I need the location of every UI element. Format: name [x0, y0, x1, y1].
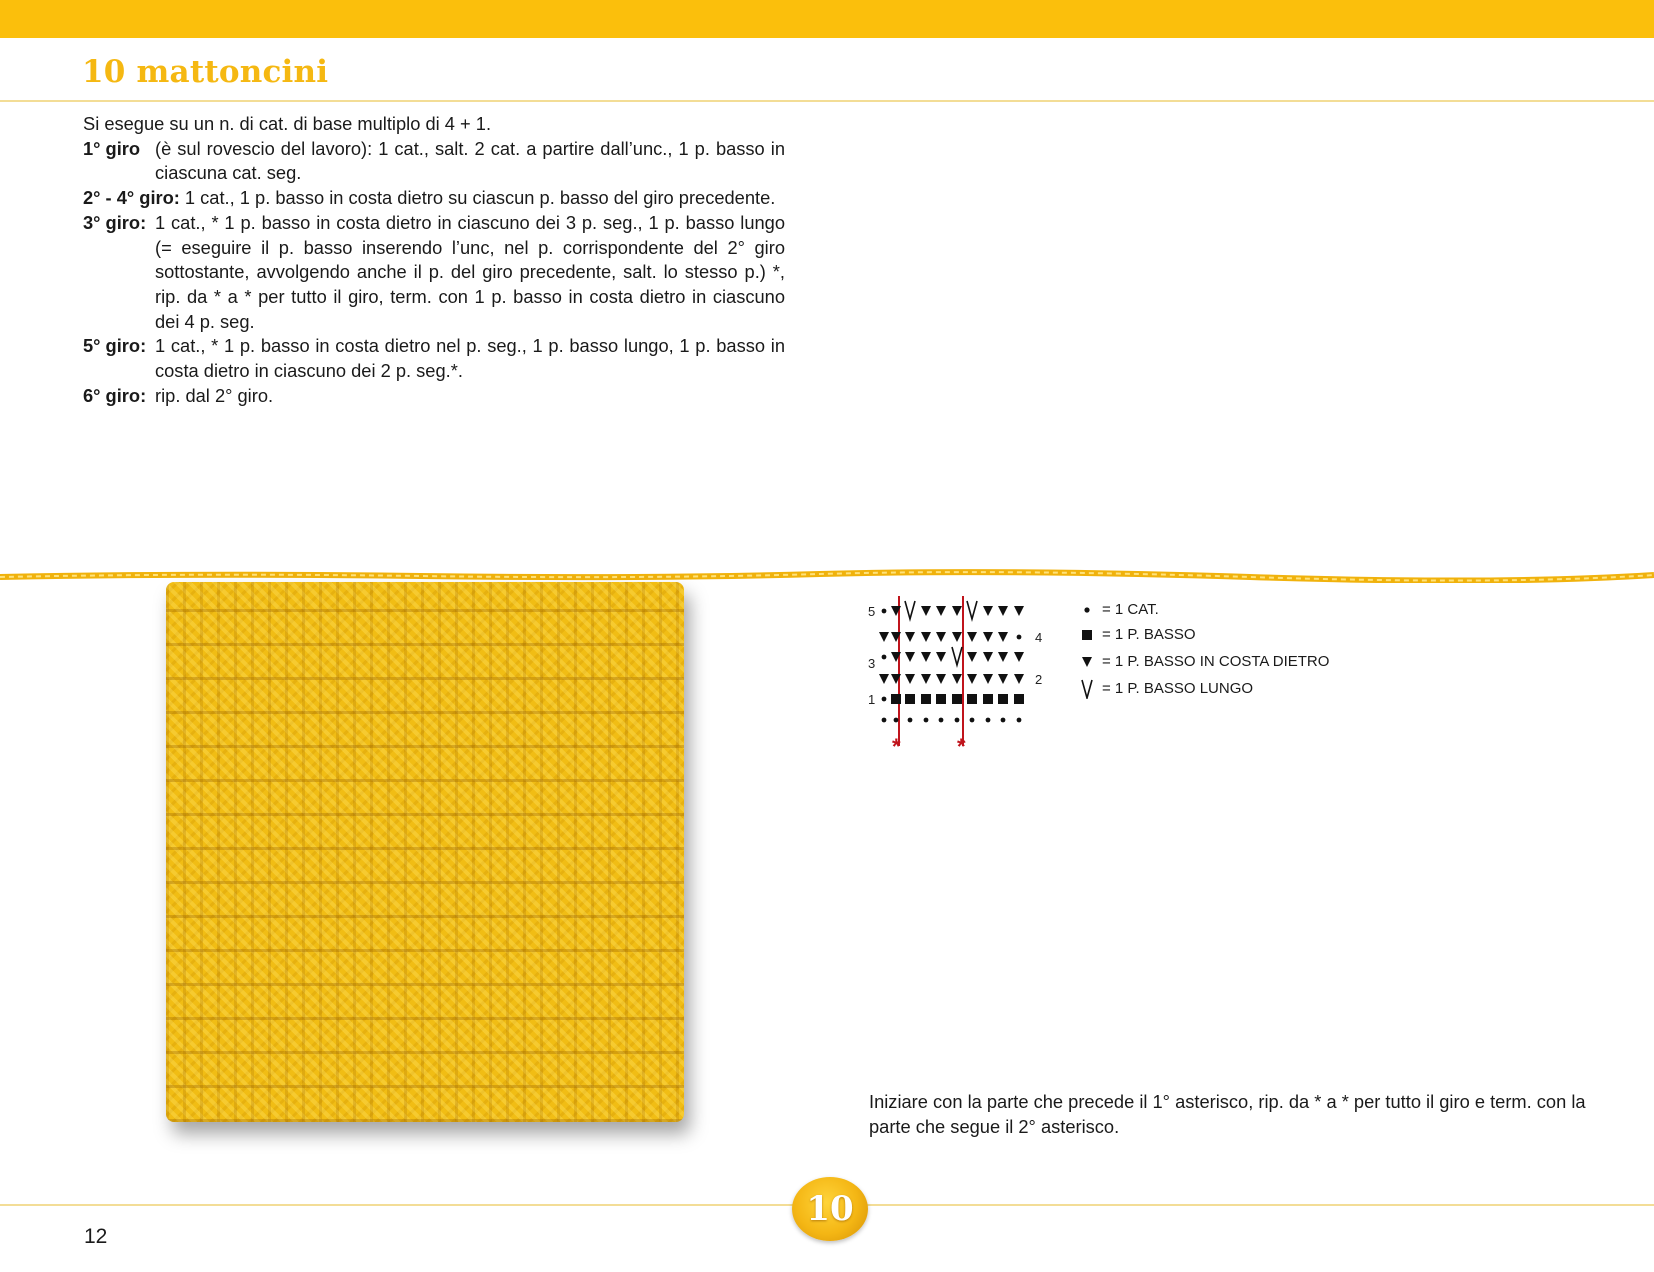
- legend-label: = 1 P. BASSO IN COSTA DIETRO: [1102, 653, 1330, 670]
- instruction-row: [83, 384, 785, 409]
- row-label: 1° giro: [83, 137, 141, 159]
- legend-item: [1080, 625, 1340, 645]
- chain-stitch-mark: [939, 718, 944, 723]
- instruction-row: [83, 211, 785, 335]
- instruction-row: [83, 334, 785, 383]
- chain-stitch-mark: [882, 655, 887, 660]
- back-loop-stitch-mark: [936, 652, 946, 662]
- legend-item: [1080, 679, 1340, 699]
- back-loop-stitch-mark: [967, 652, 977, 662]
- row-number: 1: [868, 692, 876, 707]
- single-crochet-mark: [921, 694, 931, 704]
- row-number: 2: [1035, 672, 1043, 687]
- row-label: 3° giro:: [83, 211, 147, 233]
- chain-stitch-mark: [908, 718, 913, 723]
- row-text: rip. dal 2° giro.: [155, 384, 274, 406]
- legend-item: [1080, 652, 1340, 672]
- back-loop-stitch-mark: [983, 632, 993, 642]
- repeat-marker: *: [892, 734, 901, 759]
- yarn-strand-divider: [0, 569, 1654, 583]
- row-label: 2° - 4° giro:: [83, 187, 180, 209]
- long-stitch-mark: [967, 601, 977, 619]
- back-loop-stitch-mark: [905, 674, 915, 684]
- row-text: 1 cat., * 1 p. basso in costa dietro nel p. seg., 1 p. basso lungo, 1 p. basso in costa dietro in ciascuno dei 2 p. seg.*.: [155, 335, 785, 382]
- back-loop-stitch-mark: [952, 674, 962, 684]
- single-crochet-mark: [952, 694, 962, 704]
- single-crochet-mark: [891, 694, 901, 704]
- top-accent-band: [0, 0, 1654, 38]
- row-label: 5° giro:: [83, 335, 147, 357]
- single-crochet-mark: [1014, 694, 1024, 704]
- instructions-intro: Si esegue su un n. di cat. di base multiplo di 4 + 1.: [83, 113, 492, 134]
- chain-dot-icon: [1080, 600, 1094, 620]
- chain-stitch-mark: [882, 697, 887, 702]
- back-loop-stitch-mark: [1014, 606, 1024, 616]
- back-loop-stitch-mark: [921, 632, 931, 642]
- row-text: (è sul rovescio del lavoro): 1 cat., salt. 2 cat. a partire dall’unc., 1 p. basso in ciascuna cat. seg.: [155, 137, 785, 184]
- chain-stitch-mark: [924, 718, 929, 723]
- single-crochet-mark: [967, 694, 977, 704]
- back-loop-stitch-mark: [936, 674, 946, 684]
- chain-stitch-mark: [894, 718, 899, 723]
- chain-stitch-mark: [1017, 635, 1022, 640]
- long-stitch-v-icon: [1080, 679, 1094, 699]
- legend-label: = 1 CAT.: [1102, 601, 1159, 618]
- back-loop-stitch-mark: [983, 652, 993, 662]
- legend-item: [1080, 600, 1340, 620]
- legend-label: = 1 P. BASSO: [1102, 626, 1196, 643]
- back-loop-stitch-mark: [998, 674, 1008, 684]
- triangle-down-icon: [1080, 652, 1094, 672]
- back-loop-stitch-mark: [967, 632, 977, 642]
- instruction-row: [83, 137, 785, 186]
- back-loop-stitch-mark: [983, 674, 993, 684]
- chain-stitch-mark: [970, 718, 975, 723]
- back-loop-stitch-mark: [879, 632, 889, 642]
- chart-note: Iniziare con la parte che precede il 1° asterisco, rip. da * a * per tutto il giro e term. con la parte che segue il 2° asterisco.: [869, 1091, 1586, 1137]
- long-stitch-mark: [905, 601, 915, 619]
- chain-stitch-mark: [882, 718, 887, 723]
- back-loop-stitch-mark: [983, 606, 993, 616]
- back-loop-stitch-mark: [905, 652, 915, 662]
- single-crochet-mark: [936, 694, 946, 704]
- page-number: 12: [84, 1225, 108, 1248]
- back-loop-stitch-mark: [921, 674, 931, 684]
- repeat-marker: *: [957, 734, 966, 759]
- row-text: 1 cat., * 1 p. basso in costa dietro in ciascuno dei 3 p. seg., 1 p. basso lungo (= eseguire il p. basso inserendo l’unc, nel p. corrispondente del 2° giro sottostante, avvolgendo anche il p. del giro precedente, salt. lo stesso p.) *, rip. da * a * per tutto il giro, term. con 1 p. basso in costa dietro in ciascuno dei 4 p. seg.: [155, 211, 785, 332]
- row-number: 3: [868, 656, 876, 671]
- row-number: 4: [1035, 630, 1043, 645]
- chain-stitch-mark: [986, 718, 991, 723]
- chain-stitch-mark: [955, 718, 960, 723]
- chain-stitch-mark: [1001, 718, 1006, 723]
- back-loop-stitch-mark: [936, 632, 946, 642]
- instruction-row: [83, 186, 785, 211]
- chain-stitch-mark: [1017, 718, 1022, 723]
- row-text: 1 cat., 1 p. basso in costa dietro su ciascun p. basso del giro precedente.: [184, 187, 776, 209]
- instructions-block: [83, 112, 785, 408]
- back-loop-stitch-mark: [1014, 652, 1024, 662]
- long-stitch-mark: [952, 647, 962, 665]
- stitch-chart: [868, 596, 1050, 759]
- legend-label: = 1 P. BASSO LUNGO: [1102, 680, 1254, 697]
- back-loop-stitch-mark: [998, 632, 1008, 642]
- row-number: 5: [868, 604, 876, 619]
- crochet-swatch-photo: [166, 582, 684, 1122]
- title-divider: [0, 100, 1654, 102]
- back-loop-stitch-mark: [967, 674, 977, 684]
- square-icon: [1080, 625, 1094, 645]
- back-loop-stitch-mark: [921, 606, 931, 616]
- stitch-chart-symbols: [868, 596, 1050, 756]
- page-title: 10 mattoncini: [82, 54, 329, 90]
- single-crochet-mark: [983, 694, 993, 704]
- pattern-number: 10: [806, 1189, 854, 1229]
- back-loop-stitch-mark: [1014, 674, 1024, 684]
- back-loop-stitch-mark: [998, 652, 1008, 662]
- yarn-ball-icon: [792, 1177, 868, 1241]
- row-label: 6° giro:: [83, 384, 147, 406]
- single-crochet-mark: [905, 694, 915, 704]
- back-loop-stitch-mark: [952, 606, 962, 616]
- back-loop-stitch-mark: [936, 606, 946, 616]
- back-loop-stitch-mark: [952, 632, 962, 642]
- back-loop-stitch-mark: [905, 632, 915, 642]
- single-crochet-mark: [998, 694, 1008, 704]
- back-loop-stitch-mark: [879, 674, 889, 684]
- back-loop-stitch-mark: [998, 606, 1008, 616]
- chain-stitch-mark: [882, 609, 887, 614]
- back-loop-stitch-mark: [921, 652, 931, 662]
